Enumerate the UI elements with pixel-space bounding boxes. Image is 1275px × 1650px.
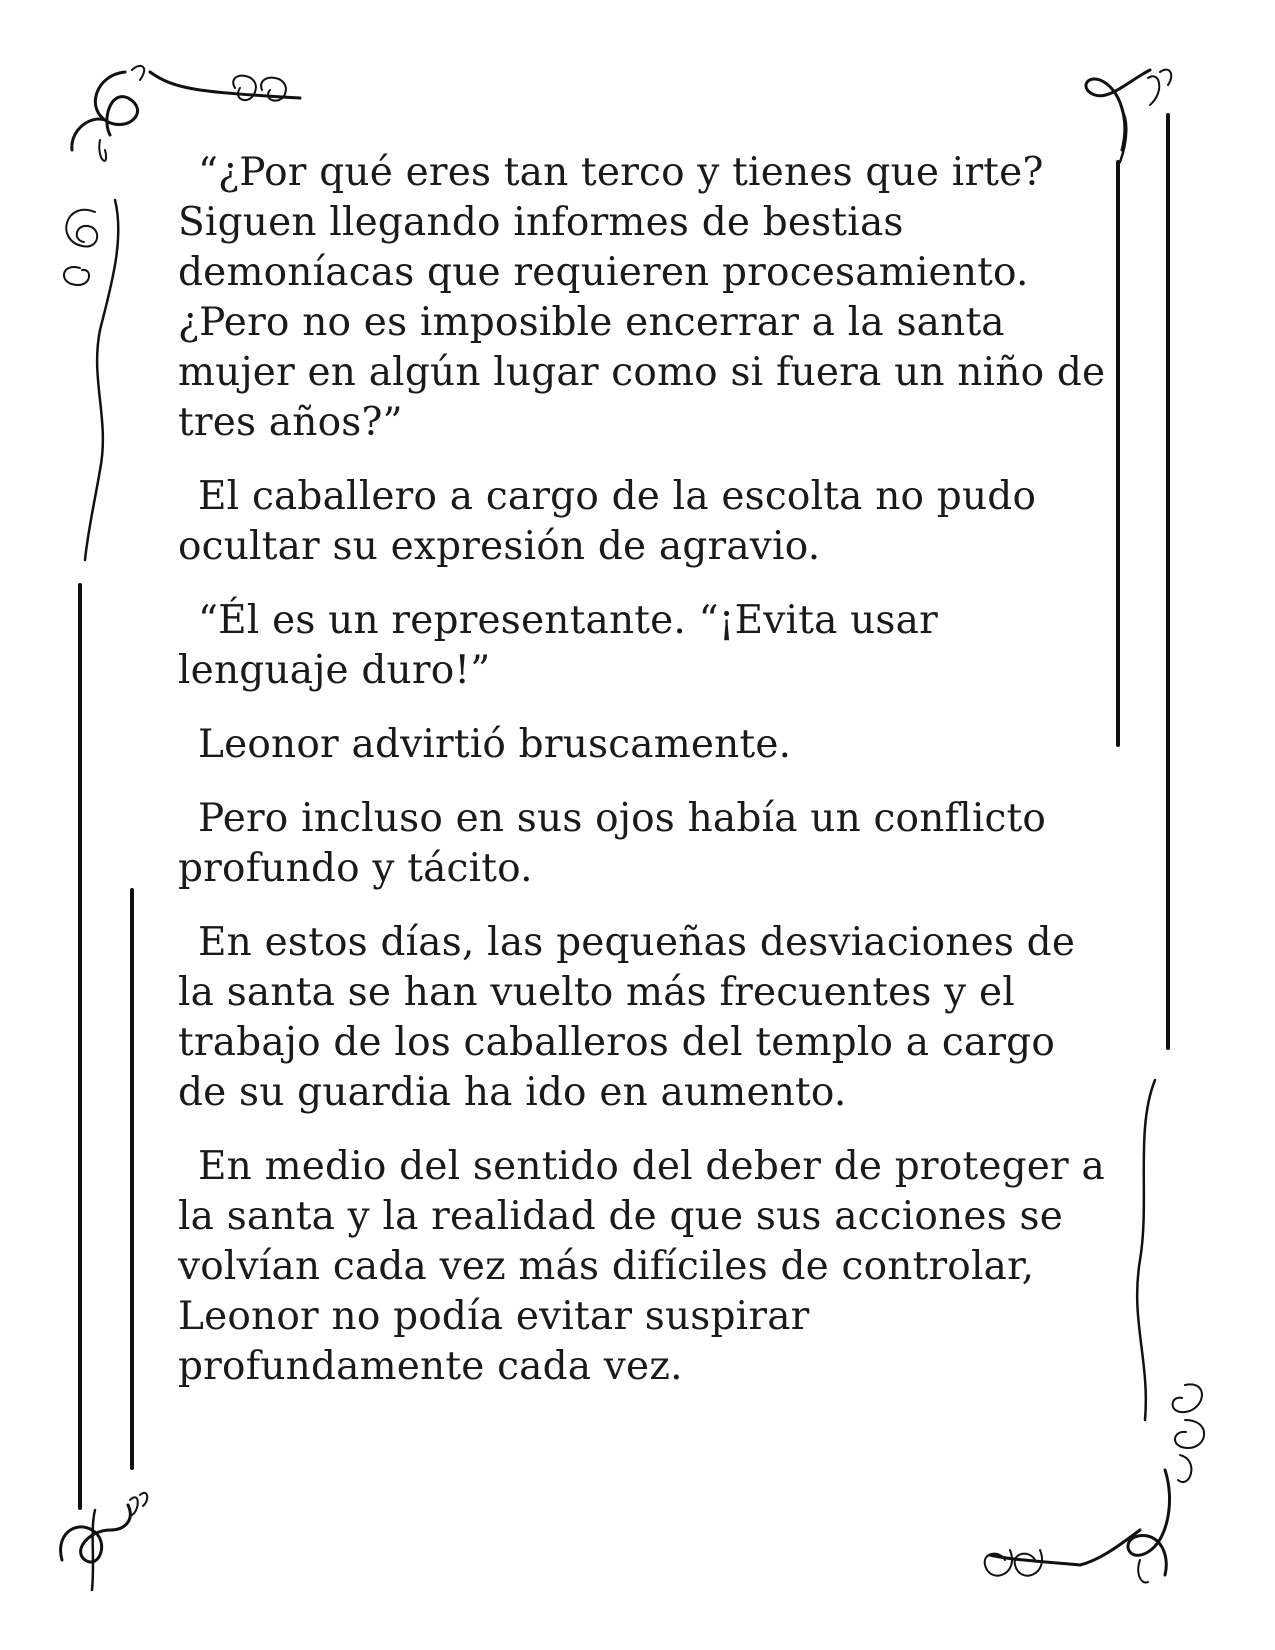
paragraph: El caballero a cargo de la escolta no pudo ocultar su expresión de agravio. [178,474,1037,569]
paragraph: “¿Por qué eres tan terco y tienes que irte? Siguen llegando informes de bestias demoníacas que requieren procesamiento. ¿Pero no es imposible encerrar a la santa mujer en algún lugar como si fuera un niño de tres años?” [178,150,1106,445]
document-body [178,148,1108,1416]
bottom-left-flourish-icon [61,1493,148,1590]
paragraph: En estos días, las pequeñas desviaciones de la santa se han vuelto más frecuentes y el trabajo de los caballeros del templo a cargo de su guardia ha ido en aumento. [178,920,1076,1115]
paragraph: En medio del sentido del deber de proteger a la santa y la realidad de que sus acciones se volvían cada vez más difíciles de controlar, Leonor no podía evitar suspirar profundamente cada vez. [178,1144,1105,1389]
left-border-lines [80,585,132,1508]
paragraph: Leonor advirtió bruscamente. [198,722,792,767]
paragraph: “Él es un representante. “¡Evita usar lenguaje duro!” [178,598,938,693]
paragraph: Pero incluso en sus ojos había un conflicto profundo y tácito. [178,796,1047,891]
